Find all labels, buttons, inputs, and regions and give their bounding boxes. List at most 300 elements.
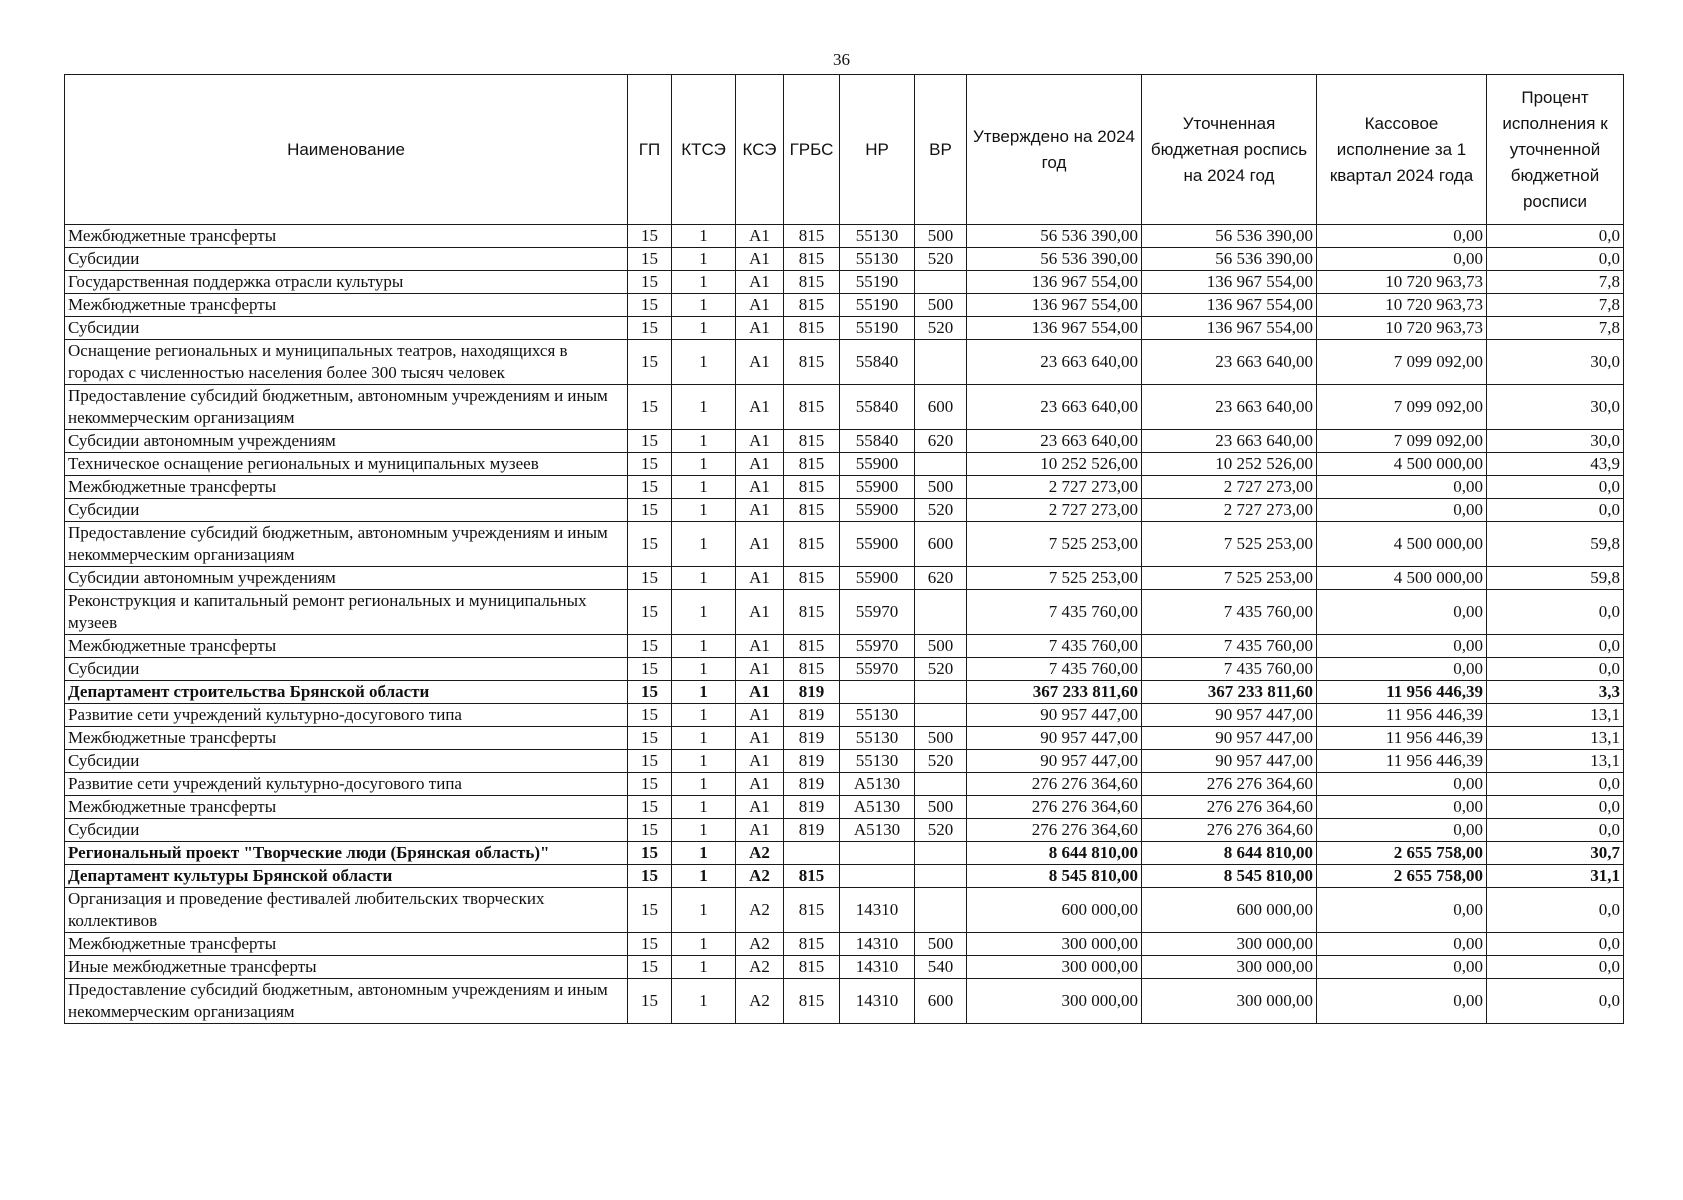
cell-refined: 23 663 640,00 bbox=[1142, 340, 1317, 385]
cell-grbs: 815 bbox=[784, 340, 840, 385]
cell-percent: 0,0 bbox=[1487, 590, 1624, 635]
cell-kse: А1 bbox=[736, 635, 784, 658]
cell-cash: 0,00 bbox=[1317, 819, 1487, 842]
cell-approved: 276 276 364,60 bbox=[967, 796, 1142, 819]
cell-vr: 500 bbox=[915, 933, 967, 956]
cell-gp: 15 bbox=[628, 796, 672, 819]
cell-approved: 2 727 273,00 bbox=[967, 499, 1142, 522]
cell-kse: А1 bbox=[736, 727, 784, 750]
cell-ktse: 1 bbox=[672, 317, 736, 340]
cell-kse: А1 bbox=[736, 522, 784, 567]
cell-ktse: 1 bbox=[672, 956, 736, 979]
cell-refined: 136 967 554,00 bbox=[1142, 294, 1317, 317]
cell-kse: А1 bbox=[736, 704, 784, 727]
cell-name: Предоставление субсидий бюджетным, автономным учреждениям и иным некоммерческим организациям bbox=[65, 385, 628, 430]
cell-vr: 540 bbox=[915, 956, 967, 979]
cell-grbs: 815 bbox=[784, 385, 840, 430]
cell-cash: 7 099 092,00 bbox=[1317, 385, 1487, 430]
cell-ktse: 1 bbox=[672, 750, 736, 773]
cell-kse: А1 bbox=[736, 476, 784, 499]
cell-kse: А1 bbox=[736, 567, 784, 590]
cell-percent: 59,8 bbox=[1487, 567, 1624, 590]
cell-kse: А1 bbox=[736, 750, 784, 773]
cell-ktse: 1 bbox=[672, 271, 736, 294]
cell-kse: А1 bbox=[736, 773, 784, 796]
cell-refined: 90 957 447,00 bbox=[1142, 704, 1317, 727]
table-row bbox=[65, 865, 1624, 888]
cell-nr bbox=[840, 681, 915, 704]
cell-nr: 55130 bbox=[840, 704, 915, 727]
cell-nr bbox=[840, 865, 915, 888]
cell-percent: 30,7 bbox=[1487, 842, 1624, 865]
cell-grbs: 815 bbox=[784, 453, 840, 476]
cell-refined: 23 663 640,00 bbox=[1142, 430, 1317, 453]
table-row bbox=[65, 430, 1624, 453]
cell-vr bbox=[915, 453, 967, 476]
cell-refined: 8 545 810,00 bbox=[1142, 865, 1317, 888]
cell-grbs: 815 bbox=[784, 430, 840, 453]
cell-nr: 55900 bbox=[840, 522, 915, 567]
cell-grbs: 815 bbox=[784, 476, 840, 499]
cell-approved: 367 233 811,60 bbox=[967, 681, 1142, 704]
cell-nr: А5130 bbox=[840, 796, 915, 819]
cell-percent: 0,0 bbox=[1487, 819, 1624, 842]
cell-approved: 136 967 554,00 bbox=[967, 271, 1142, 294]
cell-cash: 0,00 bbox=[1317, 933, 1487, 956]
cell-nr: 55970 bbox=[840, 590, 915, 635]
cell-percent: 30,0 bbox=[1487, 340, 1624, 385]
table-row bbox=[65, 590, 1624, 635]
cell-approved: 56 536 390,00 bbox=[967, 225, 1142, 248]
cell-gp: 15 bbox=[628, 499, 672, 522]
cell-approved: 90 957 447,00 bbox=[967, 750, 1142, 773]
table-row bbox=[65, 956, 1624, 979]
cell-name: Межбюджетные трансферты bbox=[65, 294, 628, 317]
table-row bbox=[65, 385, 1624, 430]
cell-percent: 13,1 bbox=[1487, 704, 1624, 727]
cell-kse: А2 bbox=[736, 933, 784, 956]
cell-approved: 8 545 810,00 bbox=[967, 865, 1142, 888]
cell-grbs: 815 bbox=[784, 225, 840, 248]
cell-ktse: 1 bbox=[672, 567, 736, 590]
cell-vr: 520 bbox=[915, 658, 967, 681]
cell-approved: 300 000,00 bbox=[967, 979, 1142, 1024]
cell-ktse: 1 bbox=[672, 727, 736, 750]
cell-vr: 600 bbox=[915, 979, 967, 1024]
cell-gp: 15 bbox=[628, 635, 672, 658]
cell-name: Реконструкция и капитальный ремонт региональных и муниципальных музеев bbox=[65, 590, 628, 635]
cell-grbs: 815 bbox=[784, 865, 840, 888]
cell-ktse: 1 bbox=[672, 635, 736, 658]
table-row bbox=[65, 340, 1624, 385]
table-row bbox=[65, 271, 1624, 294]
cell-approved: 23 663 640,00 bbox=[967, 430, 1142, 453]
cell-grbs bbox=[784, 842, 840, 865]
cell-name: Субсидии bbox=[65, 499, 628, 522]
cell-nr: 55840 bbox=[840, 385, 915, 430]
cell-cash: 0,00 bbox=[1317, 499, 1487, 522]
cell-ktse: 1 bbox=[672, 658, 736, 681]
cell-nr: 55840 bbox=[840, 430, 915, 453]
cell-nr: 55190 bbox=[840, 317, 915, 340]
cell-percent: 0,0 bbox=[1487, 888, 1624, 933]
cell-gp: 15 bbox=[628, 476, 672, 499]
cell-gp: 15 bbox=[628, 385, 672, 430]
cell-nr: 55900 bbox=[840, 499, 915, 522]
header-refined: Уточненная бюджетная роспись на 2024 год bbox=[1142, 75, 1317, 225]
cell-gp: 15 bbox=[628, 773, 672, 796]
table-row bbox=[65, 727, 1624, 750]
table-row bbox=[65, 635, 1624, 658]
cell-gp: 15 bbox=[628, 522, 672, 567]
cell-ktse: 1 bbox=[672, 979, 736, 1024]
cell-gp: 15 bbox=[628, 865, 672, 888]
cell-grbs: 815 bbox=[784, 248, 840, 271]
cell-approved: 136 967 554,00 bbox=[967, 294, 1142, 317]
cell-name: Межбюджетные трансферты bbox=[65, 727, 628, 750]
cell-gp: 15 bbox=[628, 888, 672, 933]
cell-nr: 55840 bbox=[840, 340, 915, 385]
cell-gp: 15 bbox=[628, 430, 672, 453]
cell-cash: 0,00 bbox=[1317, 658, 1487, 681]
header-kse: КСЭ bbox=[736, 75, 784, 225]
cell-ktse: 1 bbox=[672, 819, 736, 842]
cell-vr bbox=[915, 271, 967, 294]
cell-cash: 2 655 758,00 bbox=[1317, 842, 1487, 865]
cell-nr: 14310 bbox=[840, 956, 915, 979]
cell-cash: 10 720 963,73 bbox=[1317, 271, 1487, 294]
cell-percent: 0,0 bbox=[1487, 248, 1624, 271]
cell-approved: 300 000,00 bbox=[967, 933, 1142, 956]
cell-refined: 23 663 640,00 bbox=[1142, 385, 1317, 430]
cell-nr: 55970 bbox=[840, 658, 915, 681]
cell-nr: 14310 bbox=[840, 888, 915, 933]
cell-vr: 500 bbox=[915, 476, 967, 499]
cell-cash: 0,00 bbox=[1317, 635, 1487, 658]
cell-refined: 276 276 364,60 bbox=[1142, 819, 1317, 842]
cell-name: Субсидии bbox=[65, 658, 628, 681]
budget-table bbox=[64, 74, 1624, 1024]
cell-vr bbox=[915, 704, 967, 727]
cell-cash: 0,00 bbox=[1317, 796, 1487, 819]
cell-cash: 11 956 446,39 bbox=[1317, 750, 1487, 773]
cell-gp: 15 bbox=[628, 317, 672, 340]
table-row bbox=[65, 522, 1624, 567]
header-name: Наименование bbox=[65, 75, 628, 225]
cell-cash: 0,00 bbox=[1317, 590, 1487, 635]
cell-vr bbox=[915, 340, 967, 385]
cell-gp: 15 bbox=[628, 340, 672, 385]
cell-grbs: 815 bbox=[784, 499, 840, 522]
cell-gp: 15 bbox=[628, 658, 672, 681]
cell-name: Субсидии bbox=[65, 248, 628, 271]
cell-ktse: 1 bbox=[672, 933, 736, 956]
cell-refined: 56 536 390,00 bbox=[1142, 225, 1317, 248]
cell-percent: 7,8 bbox=[1487, 317, 1624, 340]
cell-vr: 600 bbox=[915, 522, 967, 567]
cell-refined: 600 000,00 bbox=[1142, 888, 1317, 933]
table-row bbox=[65, 933, 1624, 956]
cell-grbs: 815 bbox=[784, 888, 840, 933]
cell-percent: 30,0 bbox=[1487, 430, 1624, 453]
cell-cash: 4 500 000,00 bbox=[1317, 567, 1487, 590]
cell-ktse: 1 bbox=[672, 681, 736, 704]
table-row bbox=[65, 567, 1624, 590]
cell-refined: 7 525 253,00 bbox=[1142, 567, 1317, 590]
table-row bbox=[65, 453, 1624, 476]
cell-cash: 10 720 963,73 bbox=[1317, 294, 1487, 317]
cell-cash: 11 956 446,39 bbox=[1317, 704, 1487, 727]
header-nr: НР bbox=[840, 75, 915, 225]
cell-nr: А5130 bbox=[840, 773, 915, 796]
cell-name: Межбюджетные трансферты bbox=[65, 476, 628, 499]
cell-percent: 43,9 bbox=[1487, 453, 1624, 476]
cell-cash: 11 956 446,39 bbox=[1317, 727, 1487, 750]
cell-cash: 7 099 092,00 bbox=[1317, 430, 1487, 453]
table-row bbox=[65, 499, 1624, 522]
cell-refined: 7 435 760,00 bbox=[1142, 590, 1317, 635]
cell-nr: 14310 bbox=[840, 933, 915, 956]
table-row bbox=[65, 796, 1624, 819]
cell-name: Межбюджетные трансферты bbox=[65, 796, 628, 819]
cell-ktse: 1 bbox=[672, 430, 736, 453]
cell-ktse: 1 bbox=[672, 294, 736, 317]
cell-cash: 7 099 092,00 bbox=[1317, 340, 1487, 385]
cell-grbs: 815 bbox=[784, 956, 840, 979]
cell-kse: А1 bbox=[736, 248, 784, 271]
cell-approved: 2 727 273,00 bbox=[967, 476, 1142, 499]
cell-vr: 520 bbox=[915, 499, 967, 522]
cell-vr: 520 bbox=[915, 819, 967, 842]
cell-gp: 15 bbox=[628, 567, 672, 590]
cell-cash: 0,00 bbox=[1317, 476, 1487, 499]
cell-refined: 10 252 526,00 bbox=[1142, 453, 1317, 476]
cell-name: Субсидии bbox=[65, 317, 628, 340]
table-body bbox=[65, 225, 1624, 1024]
cell-approved: 276 276 364,60 bbox=[967, 819, 1142, 842]
cell-approved: 600 000,00 bbox=[967, 888, 1142, 933]
cell-vr: 600 bbox=[915, 385, 967, 430]
cell-approved: 23 663 640,00 bbox=[967, 340, 1142, 385]
cell-vr bbox=[915, 681, 967, 704]
cell-nr: 55130 bbox=[840, 750, 915, 773]
table-row bbox=[65, 750, 1624, 773]
cell-cash: 2 655 758,00 bbox=[1317, 865, 1487, 888]
cell-ktse: 1 bbox=[672, 704, 736, 727]
cell-kse: А1 bbox=[736, 590, 784, 635]
cell-nr: 55900 bbox=[840, 476, 915, 499]
cell-approved: 90 957 447,00 bbox=[967, 704, 1142, 727]
table-header-row bbox=[65, 75, 1624, 225]
cell-grbs: 815 bbox=[784, 294, 840, 317]
cell-approved: 90 957 447,00 bbox=[967, 727, 1142, 750]
cell-grbs: 815 bbox=[784, 933, 840, 956]
cell-gp: 15 bbox=[628, 979, 672, 1024]
cell-ktse: 1 bbox=[672, 888, 736, 933]
table-row bbox=[65, 842, 1624, 865]
cell-gp: 15 bbox=[628, 590, 672, 635]
cell-gp: 15 bbox=[628, 248, 672, 271]
cell-name: Иные межбюджетные трансферты bbox=[65, 956, 628, 979]
cell-name: Департамент строительства Брянской области bbox=[65, 681, 628, 704]
cell-percent: 7,8 bbox=[1487, 271, 1624, 294]
cell-vr: 620 bbox=[915, 430, 967, 453]
cell-ktse: 1 bbox=[672, 476, 736, 499]
cell-percent: 3,3 bbox=[1487, 681, 1624, 704]
cell-kse: А1 bbox=[736, 340, 784, 385]
cell-nr: 55900 bbox=[840, 453, 915, 476]
cell-percent: 31,1 bbox=[1487, 865, 1624, 888]
header-cash: Кассовое исполнение за 1 квартал 2024 года bbox=[1317, 75, 1487, 225]
cell-refined: 7 435 760,00 bbox=[1142, 635, 1317, 658]
cell-ktse: 1 bbox=[672, 385, 736, 430]
header-grbs: ГРБС bbox=[784, 75, 840, 225]
cell-name: Субсидии автономным учреждениям bbox=[65, 430, 628, 453]
cell-gp: 15 bbox=[628, 271, 672, 294]
cell-gp: 15 bbox=[628, 750, 672, 773]
cell-nr bbox=[840, 842, 915, 865]
cell-refined: 300 000,00 bbox=[1142, 933, 1317, 956]
cell-refined: 90 957 447,00 bbox=[1142, 750, 1317, 773]
cell-refined: 90 957 447,00 bbox=[1142, 727, 1317, 750]
cell-refined: 276 276 364,60 bbox=[1142, 773, 1317, 796]
cell-grbs: 819 bbox=[784, 819, 840, 842]
cell-percent: 30,0 bbox=[1487, 385, 1624, 430]
cell-nr: 55970 bbox=[840, 635, 915, 658]
cell-kse: А1 bbox=[736, 499, 784, 522]
header-vr: ВР bbox=[915, 75, 967, 225]
cell-percent: 0,0 bbox=[1487, 476, 1624, 499]
header-ktse: КТСЭ bbox=[672, 75, 736, 225]
cell-ktse: 1 bbox=[672, 225, 736, 248]
cell-name: Оснащение региональных и муниципальных театров, находящихся в городах с численностью населения более 300 тысяч человек bbox=[65, 340, 628, 385]
cell-grbs: 815 bbox=[784, 522, 840, 567]
cell-vr: 520 bbox=[915, 248, 967, 271]
cell-gp: 15 bbox=[628, 225, 672, 248]
cell-refined: 7 435 760,00 bbox=[1142, 658, 1317, 681]
cell-grbs: 815 bbox=[784, 658, 840, 681]
cell-nr: 55190 bbox=[840, 294, 915, 317]
cell-ktse: 1 bbox=[672, 590, 736, 635]
cell-kse: А2 bbox=[736, 865, 784, 888]
cell-cash: 0,00 bbox=[1317, 979, 1487, 1024]
cell-grbs: 819 bbox=[784, 704, 840, 727]
cell-kse: А1 bbox=[736, 385, 784, 430]
table-row bbox=[65, 476, 1624, 499]
cell-ktse: 1 bbox=[672, 865, 736, 888]
cell-name: Межбюджетные трансферты bbox=[65, 933, 628, 956]
table-row bbox=[65, 658, 1624, 681]
cell-gp: 15 bbox=[628, 681, 672, 704]
cell-vr bbox=[915, 773, 967, 796]
cell-approved: 136 967 554,00 bbox=[967, 317, 1142, 340]
cell-refined: 56 536 390,00 bbox=[1142, 248, 1317, 271]
cell-vr: 500 bbox=[915, 635, 967, 658]
table-row bbox=[65, 888, 1624, 933]
cell-cash: 0,00 bbox=[1317, 956, 1487, 979]
cell-grbs: 815 bbox=[784, 979, 840, 1024]
cell-gp: 15 bbox=[628, 294, 672, 317]
cell-name: Межбюджетные трансферты bbox=[65, 225, 628, 248]
cell-refined: 7 525 253,00 bbox=[1142, 522, 1317, 567]
cell-grbs: 815 bbox=[784, 317, 840, 340]
cell-kse: А1 bbox=[736, 796, 784, 819]
cell-name: Межбюджетные трансферты bbox=[65, 635, 628, 658]
cell-ktse: 1 bbox=[672, 522, 736, 567]
cell-approved: 276 276 364,60 bbox=[967, 773, 1142, 796]
cell-kse: А1 bbox=[736, 317, 784, 340]
cell-cash: 11 956 446,39 bbox=[1317, 681, 1487, 704]
cell-refined: 8 644 810,00 bbox=[1142, 842, 1317, 865]
cell-vr bbox=[915, 865, 967, 888]
cell-ktse: 1 bbox=[672, 248, 736, 271]
cell-nr: 55900 bbox=[840, 567, 915, 590]
cell-vr: 500 bbox=[915, 225, 967, 248]
cell-grbs: 815 bbox=[784, 635, 840, 658]
table-row bbox=[65, 773, 1624, 796]
cell-percent: 13,1 bbox=[1487, 727, 1624, 750]
cell-gp: 15 bbox=[628, 727, 672, 750]
table-row bbox=[65, 248, 1624, 271]
header-approved: Утверждено на 2024 год bbox=[967, 75, 1142, 225]
cell-percent: 59,8 bbox=[1487, 522, 1624, 567]
cell-name: Развитие сети учреждений культурно-досугового типа bbox=[65, 773, 628, 796]
cell-refined: 2 727 273,00 bbox=[1142, 499, 1317, 522]
cell-refined: 367 233 811,60 bbox=[1142, 681, 1317, 704]
cell-nr: 55190 bbox=[840, 271, 915, 294]
cell-grbs: 819 bbox=[784, 681, 840, 704]
cell-cash: 4 500 000,00 bbox=[1317, 522, 1487, 567]
table-row bbox=[65, 317, 1624, 340]
cell-percent: 0,0 bbox=[1487, 956, 1624, 979]
cell-kse: А2 bbox=[736, 956, 784, 979]
cell-nr: 55130 bbox=[840, 225, 915, 248]
cell-name: Техническое оснащение региональных и муниципальных музеев bbox=[65, 453, 628, 476]
cell-vr bbox=[915, 590, 967, 635]
cell-percent: 13,1 bbox=[1487, 750, 1624, 773]
cell-vr: 500 bbox=[915, 796, 967, 819]
cell-ktse: 1 bbox=[672, 499, 736, 522]
cell-refined: 136 967 554,00 bbox=[1142, 317, 1317, 340]
cell-gp: 15 bbox=[628, 956, 672, 979]
cell-name: Субсидии bbox=[65, 750, 628, 773]
cell-grbs: 815 bbox=[784, 271, 840, 294]
cell-ktse: 1 bbox=[672, 842, 736, 865]
cell-kse: А1 bbox=[736, 453, 784, 476]
cell-grbs: 819 bbox=[784, 796, 840, 819]
cell-refined: 300 000,00 bbox=[1142, 956, 1317, 979]
cell-gp: 15 bbox=[628, 819, 672, 842]
cell-kse: А1 bbox=[736, 225, 784, 248]
cell-percent: 0,0 bbox=[1487, 796, 1624, 819]
cell-vr: 500 bbox=[915, 727, 967, 750]
cell-percent: 0,0 bbox=[1487, 635, 1624, 658]
cell-percent: 0,0 bbox=[1487, 773, 1624, 796]
cell-name: Предоставление субсидий бюджетным, автономным учреждениям и иным некоммерческим организациям bbox=[65, 522, 628, 567]
cell-approved: 7 435 760,00 bbox=[967, 635, 1142, 658]
cell-approved: 56 536 390,00 bbox=[967, 248, 1142, 271]
cell-nr: 14310 bbox=[840, 979, 915, 1024]
cell-cash: 0,00 bbox=[1317, 225, 1487, 248]
cell-kse: А2 bbox=[736, 888, 784, 933]
cell-name: Субсидии bbox=[65, 819, 628, 842]
cell-percent: 0,0 bbox=[1487, 933, 1624, 956]
table-row bbox=[65, 294, 1624, 317]
cell-kse: А2 bbox=[736, 842, 784, 865]
cell-cash: 4 500 000,00 bbox=[1317, 453, 1487, 476]
cell-gp: 15 bbox=[628, 933, 672, 956]
cell-kse: А1 bbox=[736, 294, 784, 317]
